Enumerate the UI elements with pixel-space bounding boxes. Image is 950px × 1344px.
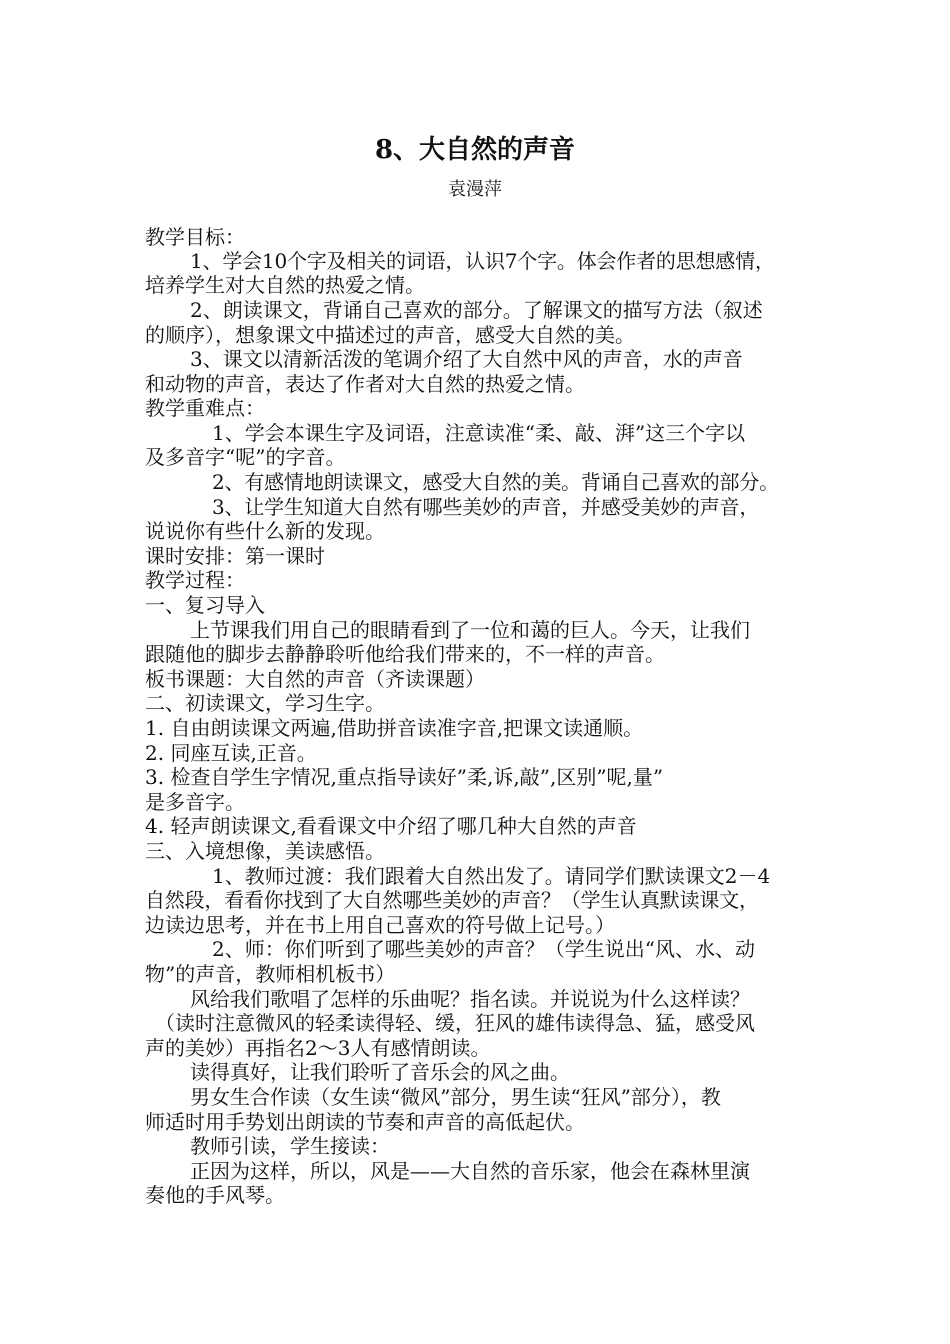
text-line: 自然段，看看你找到了大自然哪些美妙的声音？（学生认真默读课文， xyxy=(145,888,759,912)
section-heading-objectives: 教学目标： xyxy=(145,225,245,249)
text-line: 边读边思考，并在书上用自己喜欢的符号做上记号。） xyxy=(145,913,615,937)
text-line: 上节课我们用自己的眼睛看到了一位和蔼的巨人。今天，让我们 xyxy=(190,618,750,642)
text-line: 声的美妙）再指名2～3人有感情朗读。 xyxy=(145,1036,491,1060)
subsection-heading: 二、初读课文，学习生字。 xyxy=(145,691,385,715)
list-item: 2. 同座互读,正音。 xyxy=(145,741,317,765)
text-line: 读得真好，让我们聆听了音乐会的风之曲。 xyxy=(190,1060,570,1084)
text-line: 奏他的手风琴。 xyxy=(145,1183,285,1207)
text-line: 及多音字“呢”的字音。 xyxy=(145,445,346,469)
text-line: 2、师：你们听到了哪些美妙的声音？（学生说出“风、水、动 xyxy=(212,937,755,961)
text-line: 的顺序），想象课文中描述过的声音，感受大自然的美。 xyxy=(145,323,635,347)
text-line: 师适时用手势划出朗读的节奏和声音的高低起伏。 xyxy=(145,1110,585,1134)
document-title: 8、大自然的声音 xyxy=(374,135,576,165)
text-line: 说说你有些什么新的发现。 xyxy=(145,519,385,543)
section-heading-key-points: 教学重难点： xyxy=(145,396,265,420)
text-line: 3、课文以清新活泼的笔调介绍了大自然中风的声音，水的声音 xyxy=(190,347,743,371)
text-line: （读时注意微风的轻柔读得轻、缓，狂风的雄伟读得急、猛，感受风 xyxy=(155,1011,755,1035)
list-item: 3. 检查自学生字情况,重点指导读好”柔,诉,敲”,区别”呢,量” xyxy=(145,765,664,789)
text-line: 跟随他的脚步去静静聆听他给我们带来的，不一样的声音。 xyxy=(145,642,665,666)
author-name: 袁漫萍 xyxy=(448,179,502,200)
text-line: 1、学会10个字及相关的词语，认识7个字。体会作者的思想感情， xyxy=(190,249,775,273)
text-line: 教师引读，学生接读： xyxy=(190,1134,390,1158)
text-line: 培养学生对大自然的热爱之情。 xyxy=(145,273,425,297)
text-line: 3、让学生知道大自然有哪些美妙的声音，并感受美妙的声音， xyxy=(212,495,760,519)
list-item: 4. 轻声朗读课文,看看课文中介绍了哪几种大自然的声音 xyxy=(145,814,637,838)
section-heading-schedule: 课时安排：第一课时 xyxy=(145,544,325,568)
text-line: 是多音字。 xyxy=(145,790,245,814)
text-line: 男女生合作读（女生读“微风”部分，男生读“狂风”部分），教 xyxy=(190,1085,721,1109)
text-line: 2、朗读课文，背诵自己喜欢的部分。了解课文的描写方法（叙述 xyxy=(190,298,763,322)
text-line: 1、学会本课生字及词语，注意读准“柔、敲、湃”这三个字以 xyxy=(212,421,746,445)
text-line: 2、有感情地朗读课文，感受大自然的美。背诵自己喜欢的部分。 xyxy=(212,470,779,494)
text-line: 物”的声音，教师相机板书） xyxy=(145,962,396,986)
section-heading-process: 教学过程： xyxy=(145,568,245,592)
subsection-heading: 一、复习导入 xyxy=(145,593,265,617)
text-line: 和动物的声音，表达了作者对大自然的热爱之情。 xyxy=(145,372,585,396)
text-line: 正因为这样，所以，风是——大自然的音乐家，他会在森林里演 xyxy=(190,1159,750,1183)
list-item: 1. 自由朗读课文两遍,借助拼音读准字音,把课文读通顺。 xyxy=(145,716,644,740)
text-line: 1、教师过渡：我们跟着大自然出发了。请同学们默读课文2－4 xyxy=(212,864,771,888)
text-line: 板书课题：大自然的声音（齐读课题） xyxy=(145,667,485,691)
subsection-heading: 三、入境想像，美读感悟。 xyxy=(145,839,385,863)
text-line: 风给我们歌唱了怎样的乐曲呢？指名读。并说说为什么这样读？ xyxy=(190,987,750,1011)
